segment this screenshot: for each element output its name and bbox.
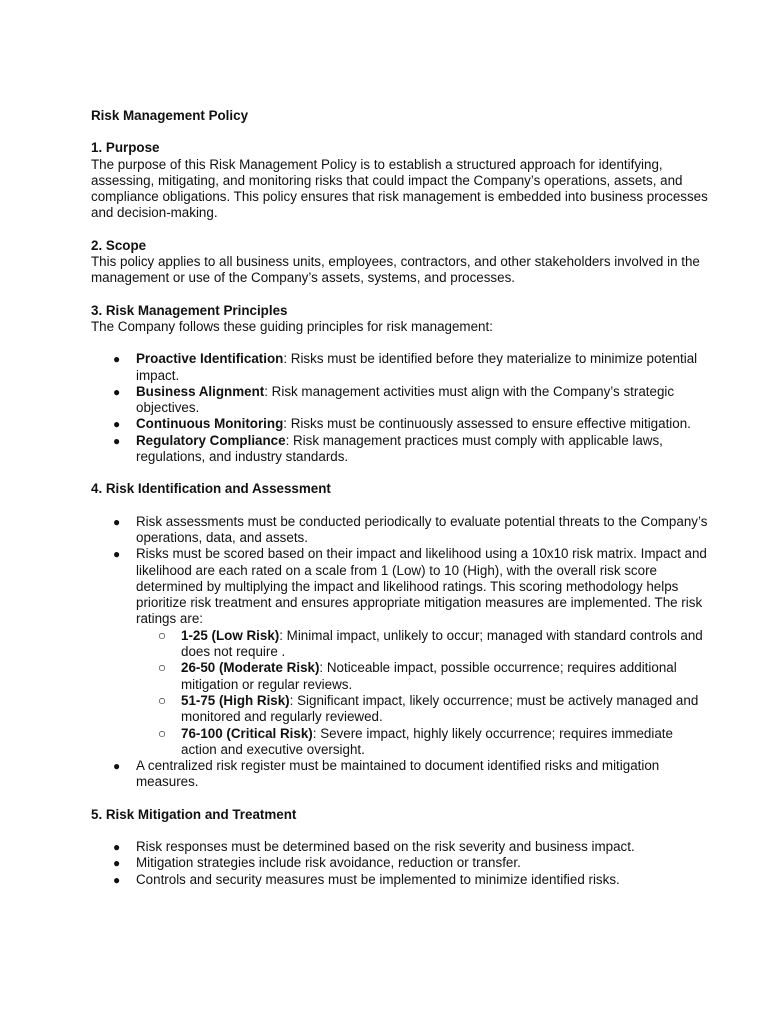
bullet-icon: ● [113,872,121,887]
list-item [91,758,708,791]
list-item [136,693,708,726]
principle-term: Proactive Identification [136,351,284,367]
section-mitigation [91,807,708,888]
list-item [91,855,708,871]
list-item [91,433,708,466]
identification-heading: 4. Risk Identification and Assessment [91,481,331,497]
rating-term: 51-75 (High Risk) [181,692,290,708]
purpose-text: The purpose of this Risk Management Policy is to establish a structured approach for identifying, assessing, mitigating, and monitoring risks that could impact the Company’s operations, assets, and compliance obligations. This policy ensures that risk management is embedded into business processes and decision-making. [91,156,708,221]
circle-bullet-icon: ○ [158,660,167,676]
rating-text: : Severe impact, highly likely occurrence; requires immediate action and executive oversight. [181,725,673,757]
document-title: Risk Management Policy [91,108,249,123]
mitigation-item-text: Controls and security measures must be implemented to minimize identified risks. [136,871,620,887]
bullet-icon: ● [113,547,121,562]
section-principles [91,303,708,466]
rating-text: : Minimal impact, unlikely to occur; managed with standard controls and does not require . [181,627,703,660]
principle-term: Continuous Monitoring [136,416,284,432]
scope-heading: 2. Scope [91,237,147,253]
list-item [136,660,708,693]
list-item [136,628,708,661]
mitigation-item-text: Risk responses must be determined based on the risk severity and business impact. [136,838,635,854]
section-scope [91,238,708,287]
circle-bullet-icon: ○ [158,627,167,643]
list-item [91,546,708,758]
bullet-icon: ● [113,384,121,399]
bullet-icon: ● [113,352,121,367]
principle-term: Regulatory Compliance [136,432,286,448]
rating-text: : Significant impact, likely occurrence; must be actively managed and monitored and regularly reviewed. [181,692,699,725]
bullet-icon: ● [113,433,121,448]
list-item [91,351,708,384]
principle-term: Business Alignment [136,383,265,399]
scope-text: This policy applies to all business units, employees, contractors, and other stakeholders involved in the management or use of the Company’s assets, systems, and processes. [91,254,700,286]
principle-text: : Risks must be continuously assessed to ensure effective mitigation. [283,416,691,432]
rating-term: 26-50 (Moderate Risk) [181,660,320,676]
section-identification [91,481,708,790]
mitigation-list [91,839,708,888]
bullet-icon: ● [113,856,121,871]
principle-text: : Risk management activities must align with the Company’s strategic objectives. [136,383,675,416]
identification-item-text: Risk assessments must be conducted periodically to evaluate potential threats to the Company’s operations, data, and assets. [136,513,708,545]
principle-text: : Risks must be identified before they materialize to minimize potential impact. [136,351,698,383]
identification-item-text: A centralized risk register must be maintained to document identified risks and mitigation measures. [136,758,660,790]
bullet-icon: ● [113,417,121,432]
identification-item-text: Risks must be scored based on their impact and likelihood using a 10x10 risk matrix. Impact and likelihood are each rated on a scale from 1 (Low) to 10 (High), with the overall risk score determined by multiplying the impact and likelihood ratings. This scoring methodology helps prioritize risk treatment and ensures appropriate mitigation measures are implemented. The risk ratings are: [136,546,707,627]
bullet-icon: ● [113,759,121,774]
principle-text: : Risk management practices must comply with applicable laws, regulations, and industry standards. [136,432,663,465]
list-item [91,416,708,432]
mitigation-heading: 5. Risk Mitigation and Treatment [91,806,297,822]
purpose-heading: 1. Purpose [91,140,160,156]
list-item [91,384,708,417]
section-purpose [91,140,708,221]
rating-text: : Noticeable impact, possible occurrence; requires additional mitigation or regular reviews. [181,660,677,692]
mitigation-item-text: Mitigation strategies include risk avoidance, reduction or transfer. [136,855,521,871]
principles-list [91,351,708,465]
list-item [91,872,708,888]
circle-bullet-icon: ○ [158,692,167,708]
identification-list [91,514,708,791]
bullet-icon: ● [113,839,121,854]
list-item [91,514,708,547]
risk-ratings-list [136,628,708,758]
rating-term: 76-100 (Critical Risk) [181,725,313,741]
rating-term: 1-25 (Low Risk) [181,627,280,643]
principles-intro: The Company follows these guiding principles for risk management: [91,318,493,334]
list-item [136,726,708,759]
bullet-icon: ● [113,514,121,529]
circle-bullet-icon: ○ [158,725,167,741]
list-item [91,839,708,855]
principles-heading: 3. Risk Management Principles [91,302,288,318]
